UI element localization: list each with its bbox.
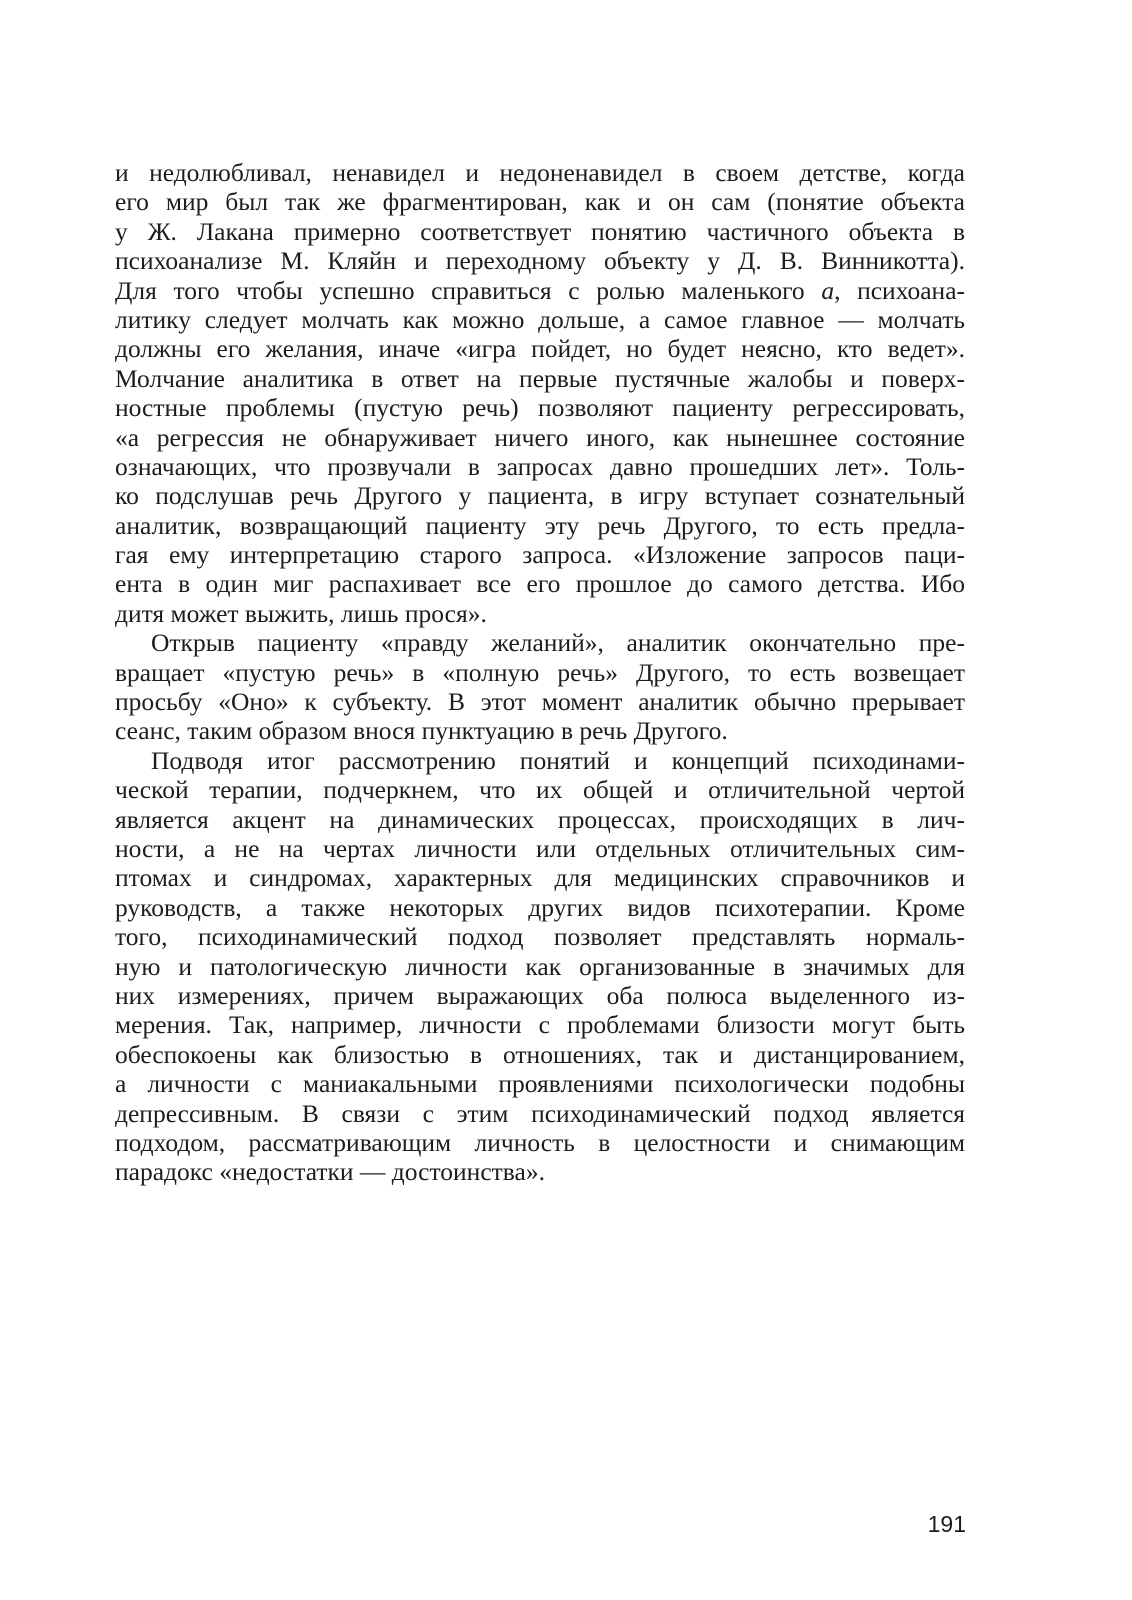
text-line: ную и патологическую личности как организованные в значимых для — [115, 951, 965, 981]
text-line: является акцент на динамических процессах, происходящих в лич- — [115, 804, 965, 834]
text-line: птомах и синдромах, характерных для медицинских справочников и — [115, 863, 965, 893]
text-line: них измерениях, причем выражающих оба полюса выделенного из- — [115, 980, 965, 1010]
text-line: дитя может выжить, лишь прося». — [115, 598, 487, 628]
text-line: аналитик, возвращающий пациенту эту речь Другого, то есть предла- — [115, 510, 965, 540]
text-line: парадокс «недостатки — достоинства». — [115, 1157, 545, 1187]
text-line: ческой терапии, подчеркнем, что их общей и отличительной чертой — [115, 775, 965, 805]
page-number: 191 — [927, 1511, 966, 1537]
text-line: депрессивным. В связи с этим психодинамический подход является — [115, 1098, 965, 1128]
text-line: того, психодинамический подход позволяет представлять нормаль- — [115, 922, 965, 952]
text-line: гая ему интерпретацию старого запроса. «Изложение запросов паци- — [115, 540, 965, 570]
text-line: у Ж. Лакана примерно соответствует понятию частичного объекта в — [115, 216, 965, 246]
text-line: и недолюбливал, ненавидел и недоненавидел в своем детстве, когда — [115, 158, 965, 187]
text-line: ко подслушав речь Другого у пациента, в игру вступает сознательный — [115, 481, 965, 511]
text-line: Для того чтобы успешно справиться с ролью маленького a, психоана- — [115, 275, 966, 305]
page-body — [115, 158, 965, 1187]
text-line: означающих, что прозвучали в запросах давно прошедших лет». Толь- — [115, 451, 965, 481]
text-line: Подводя итог рассмотрению понятий и концепций психодинами- — [151, 745, 965, 775]
text-line: ента в один миг распахивает все его прошлое до самого детства. Ибо — [115, 569, 965, 599]
paragraph — [115, 628, 965, 746]
text-line: вращает «пустую речь» в «полную речь» Другого, то есть возвещает — [115, 657, 965, 687]
text-line: должны его желания, иначе «игра пойдет, но будет неясно, кто ведет». — [115, 334, 965, 364]
italic-symbol: a — [821, 275, 835, 305]
text-line: Молчание аналитика в ответ на первые пустячные жалобы и поверх- — [115, 363, 965, 393]
text-line: подходом, рассматривающим личность в целостности и снимающим — [115, 1127, 965, 1157]
text-line: просьбу «Оно» к субъекту. В этот момент аналитик обычно прерывает — [115, 687, 965, 717]
paragraph — [115, 746, 965, 1187]
text-line: а личности с маниакальными проявлениями психологически подобны — [115, 1069, 965, 1099]
paragraph — [115, 158, 965, 628]
text-line: сеанс, таким образом внося пунктуацию в речь Другого. — [115, 716, 728, 746]
text-line: ностные проблемы (пустую речь) позволяют пациенту регрессировать, — [115, 393, 965, 423]
text-line: Открыв пациенту «правду желаний», аналитик окончательно пре- — [151, 628, 965, 658]
text-line: руководств, а также некоторых других видов психотерапии. Кроме — [115, 892, 965, 922]
text-line: «а регрессия не обнаруживает ничего иного, как нынешнее состояние — [115, 422, 965, 452]
text-line: его мир был так же фрагментирован, как и он сам (понятие объекта — [115, 187, 965, 217]
text-line: обеспокоены как близостью в отношениях, так и дистанцированием, — [115, 1039, 965, 1069]
text-line: мерения. Так, например, личности с проблемами близости могут быть — [115, 1010, 965, 1040]
text-line: литику следует молчать как можно дольше, а самое главное — молчать — [115, 304, 965, 334]
text-line: психоанализе М. Кляйн и переходному объекту у Д. В. Винникотта). — [115, 246, 965, 276]
text-line: ности, а не на чертах личности или отдельных отличительных сим- — [115, 833, 965, 863]
